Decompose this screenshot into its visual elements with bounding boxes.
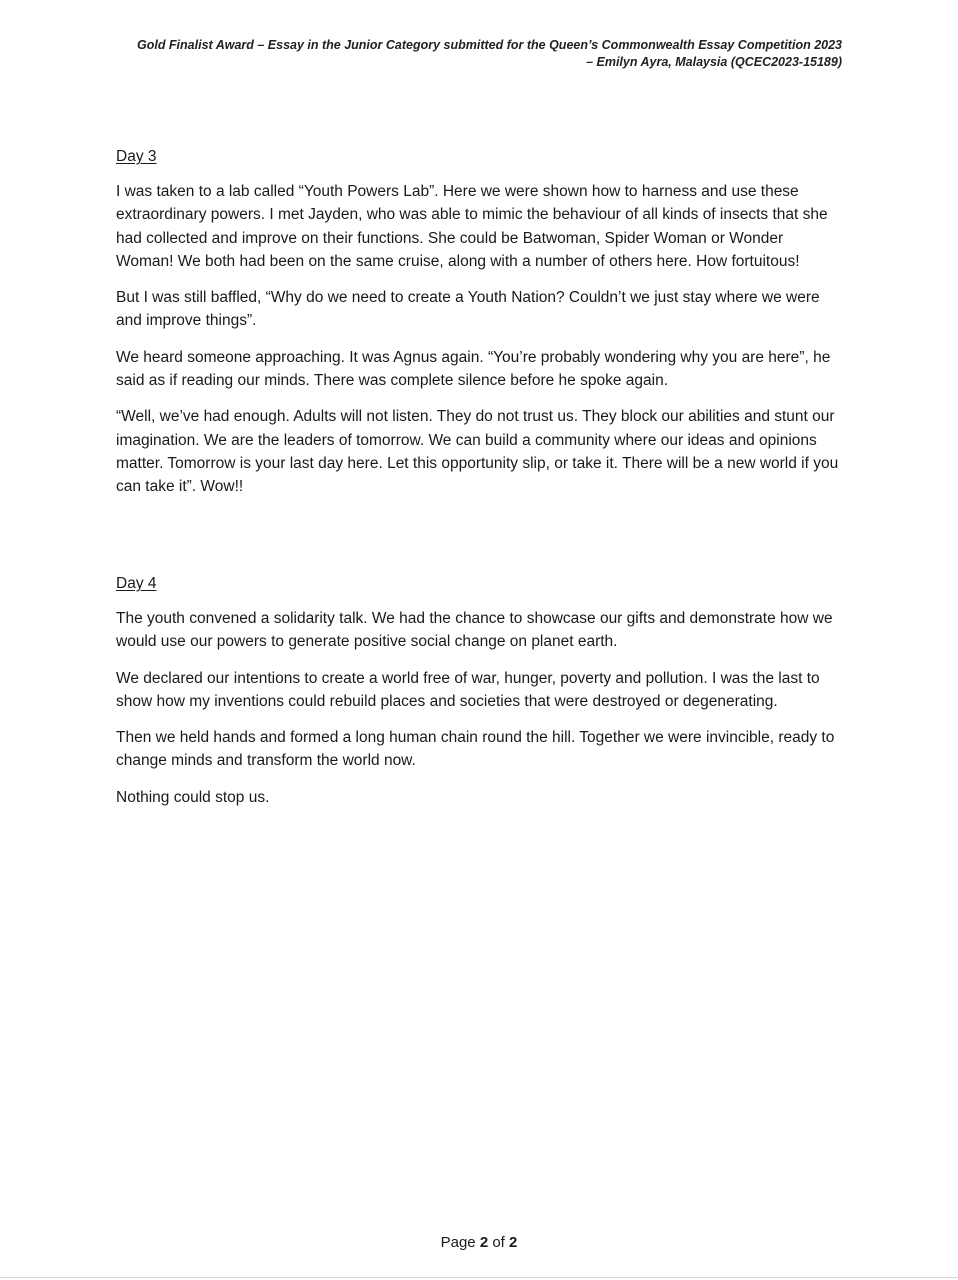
day-4-paragraph-2: We declared our intentions to create a world free of war, hunger, poverty and pollution. I was the last to show how my inventions could rebuild places and societies that were destroyed or degenerating. bbox=[116, 669, 820, 710]
total-pages: 2 bbox=[509, 1234, 518, 1251]
page-bottom-edge bbox=[0, 1277, 958, 1278]
of-label: of bbox=[492, 1234, 505, 1251]
day-4-paragraph-3: Then we held hands and formed a long human chain round the hill. Together we were invincible, ready to change minds and transform the world now. bbox=[116, 729, 835, 770]
day-3-paragraph-4: “Well, we’ve had enough. Adults will not listen. They do not trust us. They block our abilities and stunt our imagination. We are the leaders of tomorrow. We can build a community where our ideas and opinions matter. Tomorrow is your last day here. Let this opportunity slip, or take it. There will be a new world if you can take it”. Wow!! bbox=[116, 408, 839, 496]
page-number bbox=[0, 1232, 958, 1254]
day-3-paragraph-1: I was taken to a lab called “Youth Powers Lab”. Here we were shown how to harness and use these extraordinary powers. I met Jayden, who was able to mimic the behaviour of all kinds of insects that she had collected and improve on their functions. She could be Batwoman, Spider Woman or Wonder Woman! We both had been on the same cruise, along with a number of others here. How fortuitous! bbox=[116, 183, 828, 270]
page-label: Page bbox=[440, 1234, 476, 1251]
day-4-paragraph-4: Nothing could stop us. bbox=[116, 788, 270, 806]
day-4-heading: Day 4 bbox=[116, 575, 157, 592]
header-author-line: – Emilyn Ayra, Malaysia (QCEC2023-15189) bbox=[586, 55, 842, 69]
day-4-paragraph-1: The youth convened a solidarity talk. We had the chance to showcase our gifts and demonstrate how we would use our powers to generate positive social change on planet earth. bbox=[116, 610, 833, 651]
day-3-section bbox=[116, 146, 844, 512]
header-award-line: Gold Finalist Award – Essay in the Junior Category submitted for the Queen’s Commonwealth Essay Competition 2023 bbox=[136, 38, 842, 52]
document-header bbox=[82, 37, 842, 71]
day-3-heading: Day 3 bbox=[116, 148, 157, 165]
current-page: 2 bbox=[479, 1234, 489, 1251]
day-4-section bbox=[116, 573, 844, 822]
day-3-paragraph-3: We heard someone approaching. It was Agnus again. “You’re probably wondering why you are here”, he said as if reading our minds. There was complete silence before he spoke again. bbox=[116, 348, 831, 390]
day-3-paragraph-2: But I was still baffled, “Why do we need to create a Youth Nation? Couldn’t we just stay where we were and improve things”. bbox=[116, 289, 820, 330]
